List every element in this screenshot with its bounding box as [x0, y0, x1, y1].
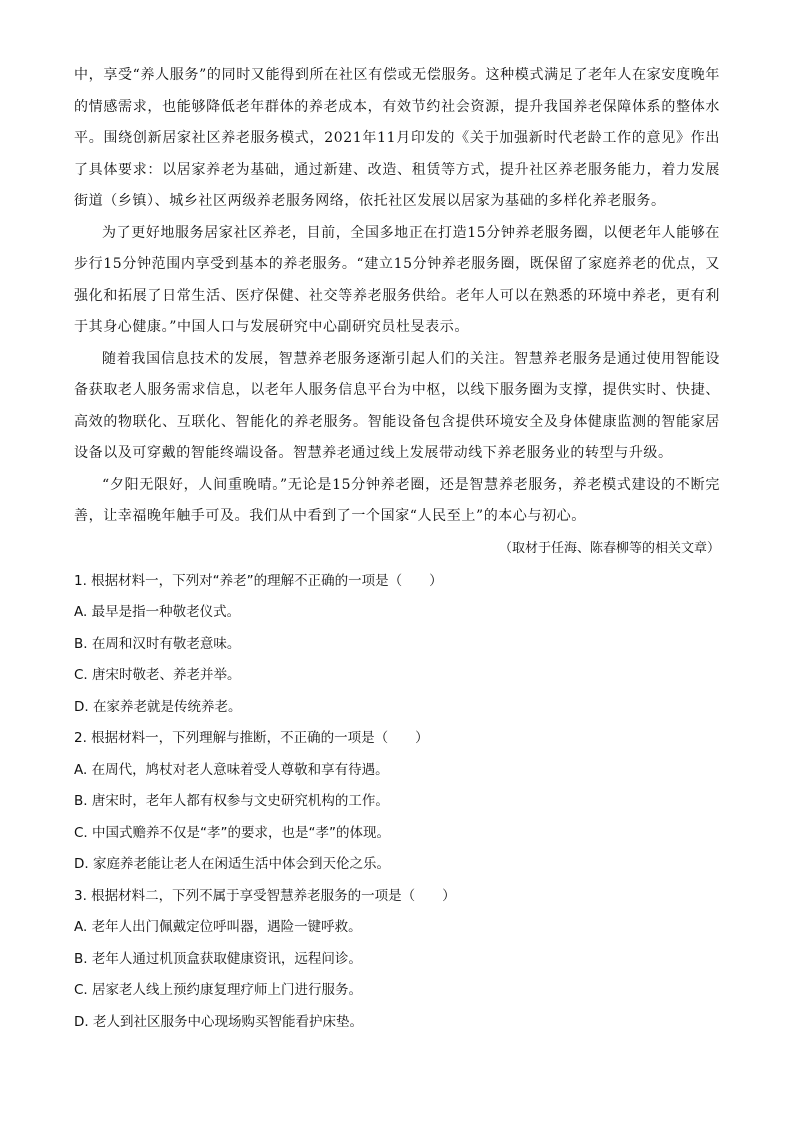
question-stem: 2. 根据材料一，下列理解与推断，不正确的一项是（ ）	[74, 730, 429, 746]
reading-passage	[74, 60, 720, 533]
source-citation: （取材于任海、陈春柳等的相关文章）	[498, 540, 720, 556]
answer-option: D. 家庭养老能让老人在闲适生活中体会到天伦之乐。	[74, 856, 390, 872]
answer-option: B. 唐宋时，老年人都有权参与文史研究机构的工作。	[74, 793, 389, 809]
passage-paragraph: 中，享受“养人服务”的同时又能得到所在社区有偿或无偿服务。这种模式满足了老年人在家安度晚年的情感需求，也能够降低老年群体的养老成本，有效节约社会资源，提升我国养老保障体系的整体水平。围绕创新居家社区养老服务模式，2021年11月印发的《关于加强新时代老龄工作的意见》作出了具体要求：以居家养老为基础，通过新建、改造、租赁等方式，提升社区养老服务能力，着力发展街道（乡镇）、城乡社区两级养老服务网络，依托社区发展以居家为基础的多样化养老服务。	[74, 67, 720, 209]
answer-option: D. 在家养老就是传统养老。	[74, 698, 242, 715]
question-1	[74, 566, 720, 724]
question-stem: 1. 根据材料一，下列对“养老”的理解不正确的一项是（ ）	[74, 572, 443, 589]
passage-paragraph: 为了更好地服务居家社区养老，目前，全国多地正在打造15分钟养老服务圈，以便老年人能够在步行15分钟范围内享受到基本的养老服务。“建立15分钟养老服务圈，既保留了家庭养老的优点，又强化和拓展了日常生活、医疗保健、社交等养老服务供给。老年人可以在熟悉的环境中养老，更有利于其身心健康。”中国人口与发展研究中心副研究员杜旻表示。	[74, 224, 720, 335]
passage-paragraph: 随着我国信息技术的发展，智慧养老服务逐渐引起人们的关注。智慧养老服务是通过使用智能设备获取老人服务需求信息，以老年人服务信息平台为中枢，以线下服务圈为支撑，提供实时、快捷、高效的物联化、互联化、智能化的养老服务。智能设备包含提供环境安全及身体健康监测的智能家居设备以及可穿戴的智能终端设备。智慧养老通过线上发展带动线下养老服务业的转型与升级。	[74, 350, 720, 461]
answer-option: B. 老年人通过机顶盒获取健康资讯，远程问诊。	[74, 950, 362, 967]
answer-option: A. 在周代，鸠杖对老人意味着受人尊敬和享有待遇。	[74, 761, 389, 778]
answer-option: C. 唐宋时敬老、养老并举。	[74, 667, 241, 683]
answer-option: C. 中国式赡养不仅是“孝”的要求，也是“孝”的体现。	[74, 824, 390, 841]
answer-option: A. 老年人出门佩戴定位呼叫器，遇险一键呼救。	[74, 919, 362, 935]
answer-option: C. 居家老人线上预约康复理疗师上门进行服务。	[74, 982, 363, 998]
passage-paragraph: “夕阳无限好，人间重晚晴。”无论是15分钟养老圈，还是智慧养老服务，养老模式建设的不断完善，让幸福晚年触手可及。我们从中看到了一个国家“人民至上”的本心与初心。	[74, 476, 720, 524]
question-list	[74, 566, 720, 1039]
question-3	[74, 881, 720, 1039]
answer-option: A. 最早是指一种敬老仪式。	[74, 604, 241, 620]
answer-option: D. 老人到社区服务中心现场购买智能看护床垫。	[74, 1013, 363, 1030]
answer-option: B. 在周和汉时有敬老意味。	[74, 635, 241, 652]
question-2	[74, 723, 720, 881]
question-stem: 3. 根据材料二，下列不属于享受智慧养老服务的一项是（ ）	[74, 887, 456, 904]
